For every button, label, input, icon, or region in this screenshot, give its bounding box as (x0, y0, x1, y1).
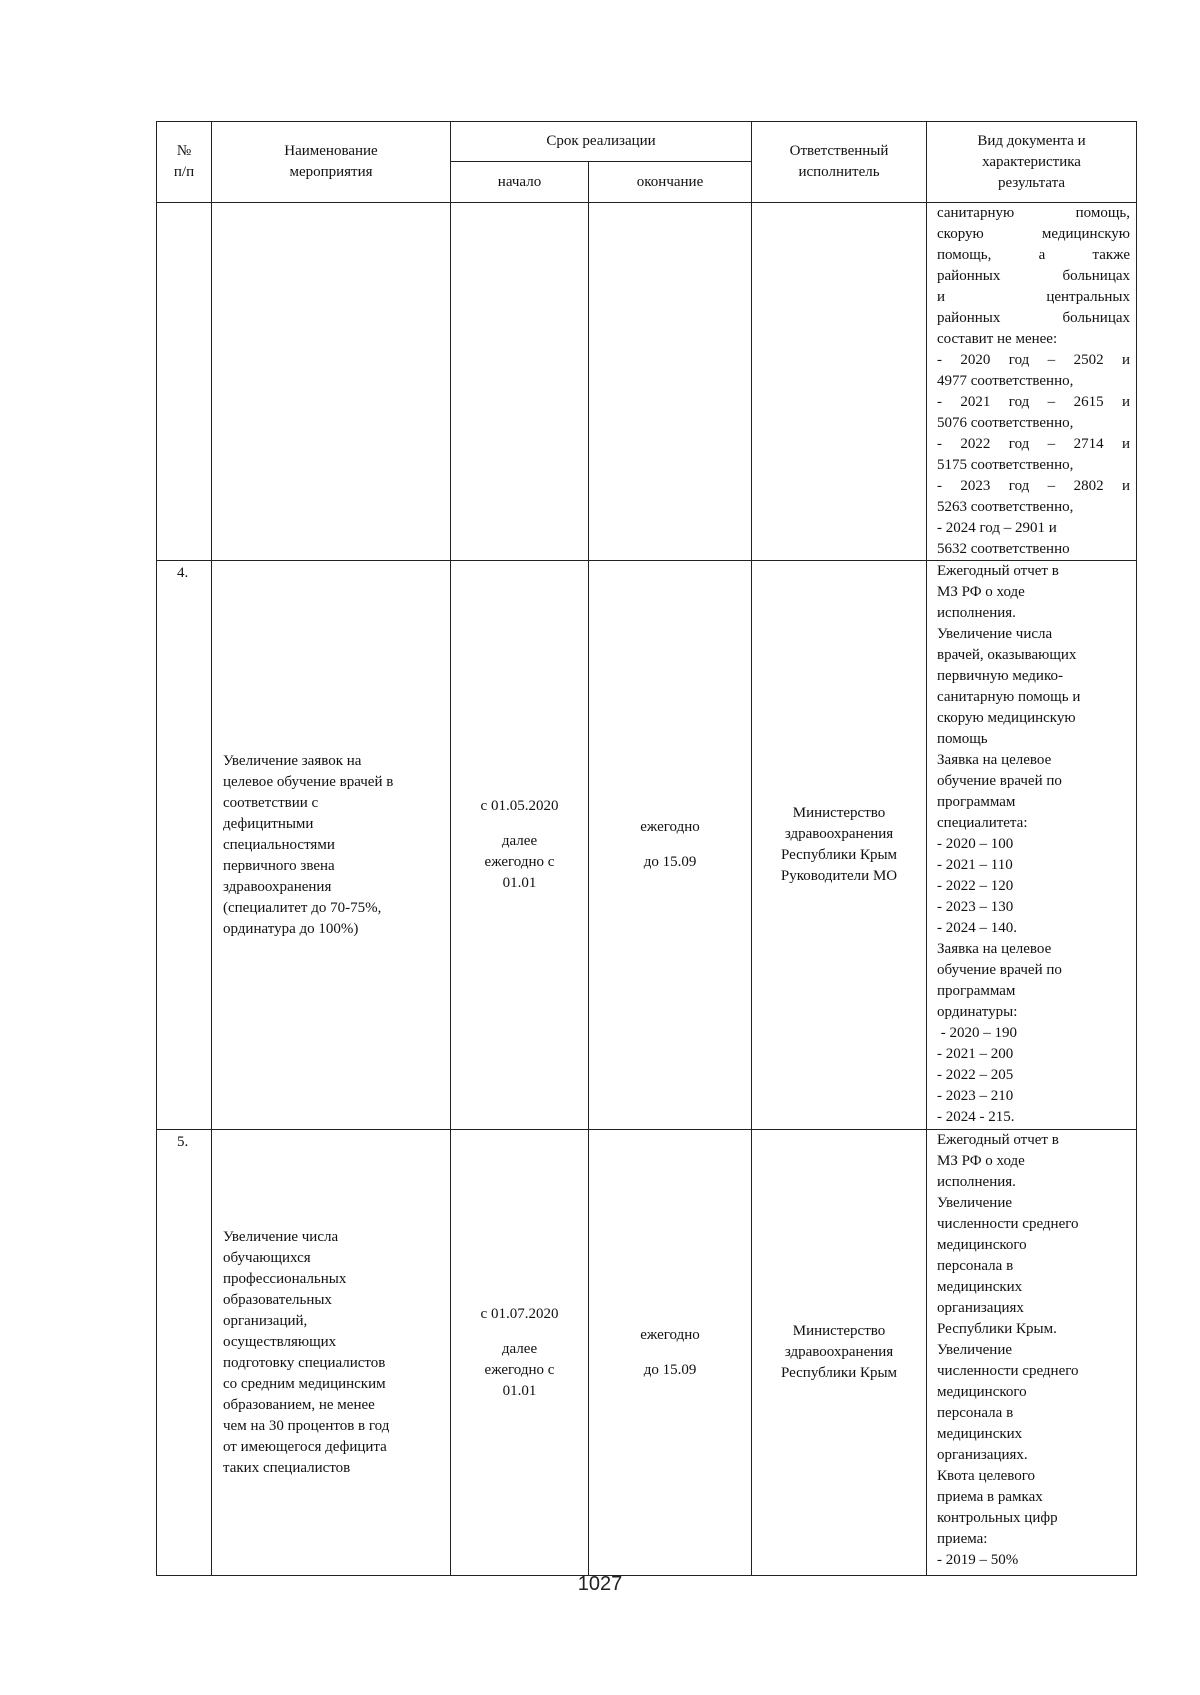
cell-responsible (752, 203, 927, 561)
table-row-4 (157, 561, 1137, 1130)
header-end: окончание (589, 162, 752, 203)
cell-name: Увеличение заявок на целевое обучение врачей в соответствии с дефицитными специальностями первичного звена здравоохранения (специалитет до 70-75%, ординатура до 100%) (212, 561, 451, 1130)
header-name: Наименование мероприятия (212, 122, 451, 203)
header-start: начало (451, 162, 589, 203)
header-period: Срок реализации (451, 122, 752, 162)
table-row-continued (157, 203, 1137, 561)
page-number: 1027 (577, 1573, 623, 1595)
cell-result: санитарную помощь, скорую медицинскую помощь, а также районных больницах и центральных районных больницах составит не менее: - 2020 год – 2502 и 4977 соответственно, - 2021 год – 2615 и 5076 соответственно, - 2022 год – 2714 и 5175 соответственно, - 2023 год – 2802 и 5263 соответственно, - 2024 год – 2901 и 5632 соответственно (927, 203, 1137, 561)
header-number: № п/п (157, 122, 212, 203)
table-row-5 (157, 1130, 1137, 1576)
cell-responsible: Министерство здравоохранения Республики Крым (752, 1130, 927, 1576)
plan-table (156, 121, 1137, 1576)
header-responsible: Ответственный исполнитель (752, 122, 927, 203)
cell-start: с 01.07.2020 далее ежегодно с 01.01 (451, 1130, 589, 1576)
cell-responsible: Министерство здравоохранения Республики Крым Руководители МО (752, 561, 927, 1130)
cell-end: ежегодно до 15.09 (589, 561, 752, 1130)
cell-number: 4. (157, 561, 212, 1130)
header-result: Вид документа и характеристика результата (927, 122, 1137, 203)
cell-end: ежегодно до 15.09 (589, 1130, 752, 1576)
cell-name (212, 203, 451, 561)
cell-name: Увеличение числа обучающихся профессиональных образовательных организаций, осуществляющих подготовку специалистов со средним медицинским образованием, не менее чем на 30 процентов в год от имеющегося дефицита таких специалистов (212, 1130, 451, 1576)
cell-start (451, 203, 589, 561)
cell-start: с 01.05.2020 далее ежегодно с 01.01 (451, 561, 589, 1130)
cell-result: Ежегодный отчет в МЗ РФ о ходе исполнения. Увеличение численности среднего медицинского персонала в медицинских организациях Республики Крым. Увеличение численности среднего медицинского персонала в медицинских организациях. Квота целевого приема в рамках контрольных цифр приема: - 2019 – 50% (927, 1130, 1137, 1576)
cell-result: Ежегодный отчет в МЗ РФ о ходе исполнения. Увеличение числа врачей, оказывающих первичную медико- санитарную помощь и скорую медицинскую помощь Заявка на целевое обучение врачей по программам специалитета: - 2020 – 100 - 2021 – 110 - 2022 – 120 - 2023 – 130 - 2024 – 140. Заявка на целевое обучение врачей по программам ординатуры: - 2020 – 190 - 2021 – 200 - 2022 – 205 - 2023 – 210 - 2024 - 215. (927, 561, 1137, 1130)
cell-number: 5. (157, 1130, 212, 1576)
cell-end (589, 203, 752, 561)
cell-number (157, 203, 212, 561)
